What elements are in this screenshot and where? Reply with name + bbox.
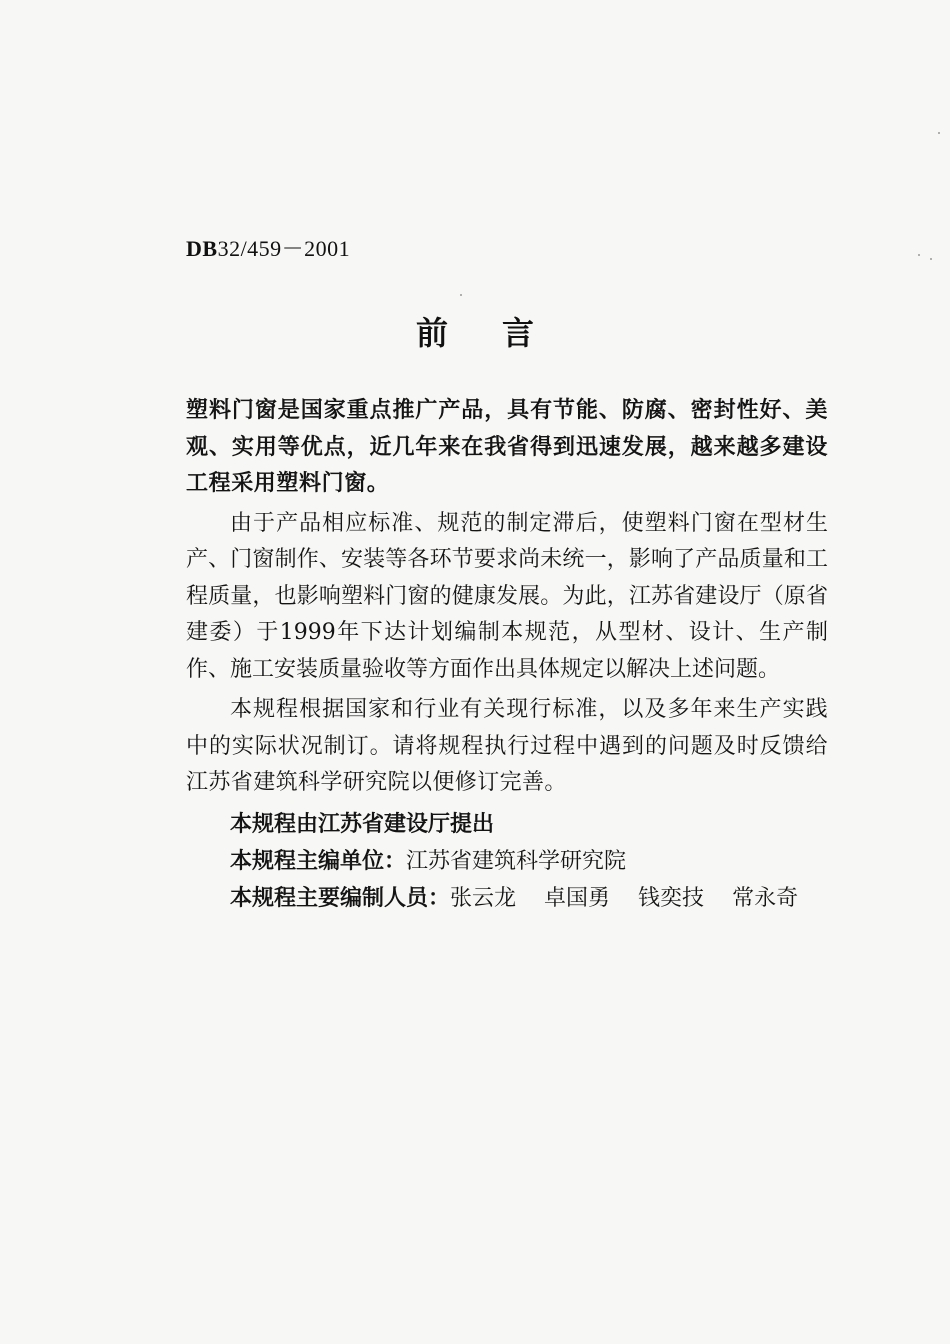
scan-speck (930, 258, 932, 260)
credit-editor (186, 843, 828, 880)
credit-proposer (186, 806, 828, 843)
drafter-name: 卓国勇 (544, 885, 611, 911)
drafter-name: 钱奕技 (638, 885, 705, 911)
foreword-body (186, 392, 828, 917)
scan-speck (938, 132, 940, 134)
credit-editor-label: 本规程主编单位： (230, 847, 407, 874)
drafter-names (450, 886, 826, 911)
credit-drafters (186, 880, 828, 917)
scan-speck (460, 294, 462, 296)
drafter-name: 常永奇 (732, 885, 799, 911)
document-code-number: 32/459－2001 (217, 236, 351, 261)
credit-proposer-text: 本规程由江苏省建设厅提出 (230, 810, 495, 837)
document-code (186, 232, 350, 263)
page-title: 前言 (415, 314, 588, 352)
credit-drafters-label: 本规程主要编制人员： (230, 884, 451, 911)
scan-speck (918, 254, 920, 256)
credit-editor-value: 江苏省建筑科学研究院 (406, 848, 627, 874)
paragraph-2: 由于产品相应标准、规范的制定滞后，使塑料门窗在型材生产、门窗制作、安装等各环节要求尚未统一，影响了产品质量和工程质量，也影响塑料门窗的健康发展。为此，江苏省建设厅（原省建委）于1999年下达计划编制本规范，从型材、设计、生产制作、施工安装质量验收等方面作出具体规定以解决上述问题。 (186, 510, 828, 682)
paragraph-3: 本规程根据国家和行业有关现行标准，以及多年来生产实践中的实际状况制订。请将规程执行过程中遇到的问题及时反馈给江苏省建筑科学研究院以便修订完善。 (186, 697, 828, 795)
paragraph-1: 塑料门窗是国家重点推广产品，具有节能、防腐、密封性好、美观、实用等优点，近几年来在我省得到迅速发展，越来越多建设工程采用塑料门窗。 (186, 397, 828, 496)
document-code-prefix: DB (186, 236, 218, 261)
drafter-name: 张云龙 (450, 885, 517, 911)
